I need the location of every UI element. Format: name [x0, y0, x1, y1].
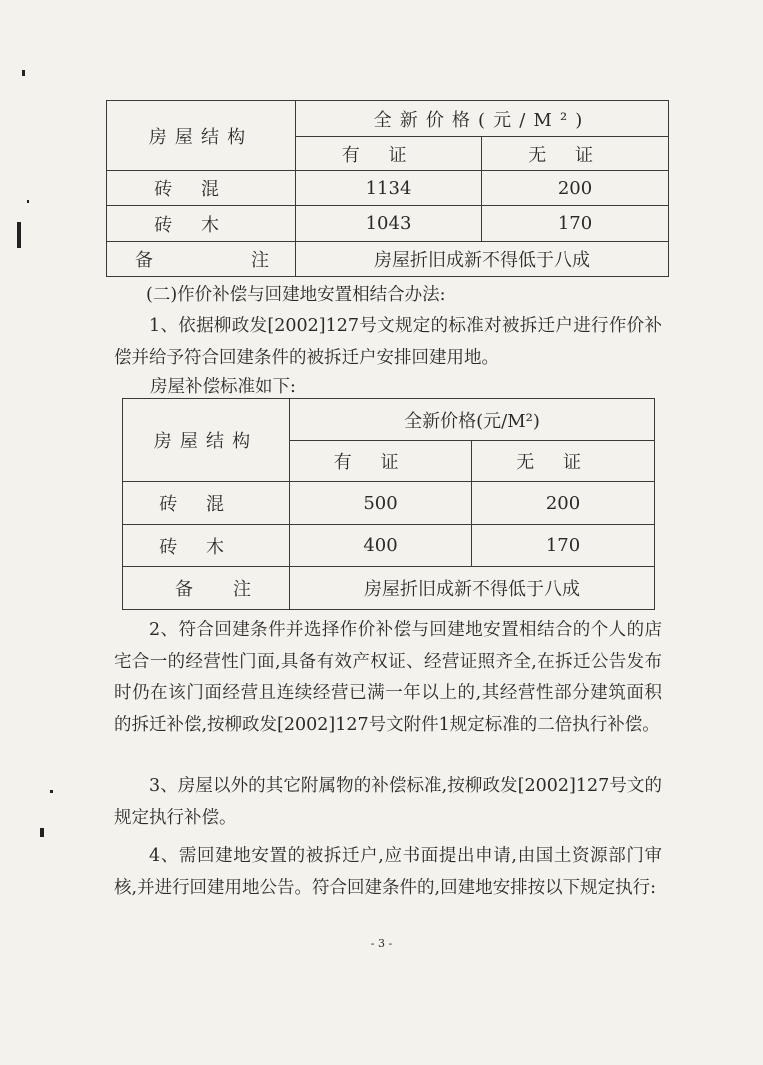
table-row: 砖木 400 170: [123, 525, 655, 567]
price-table-2: [122, 398, 655, 610]
price-table-1: [106, 100, 669, 277]
table-row-remark: 备 注 房屋折旧成新不得低于八成: [107, 242, 669, 277]
paragraph-item-1: 1、依据柳政发[2002]127号文规定的标准对被拆迁户进行作价补偿并给予符合回建条件的被拆迁户安排回建用地。: [114, 316, 662, 368]
table-row: 砖混 1134 200: [107, 171, 669, 206]
scan-mark: [22, 70, 25, 76]
header-price: 全新价格(元/M²): [296, 101, 669, 137]
page-number: - 3 -: [370, 937, 393, 950]
paragraph-item-2: 2、符合回建条件并选择作价补偿与回建地安置相结合的个人的店宅合一的经营性门面,具备有效产权证、经营证照齐全,在拆迁公告发布时仍在该门面经营且连续经营已满一年以上的,其经营性部分建筑面积的拆迁补偿,按柳政发[2002]127号文附件1规定标准的二倍执行补偿。: [114, 620, 662, 735]
scan-mark: [50, 790, 53, 793]
scan-mark: [17, 222, 21, 248]
table-row-remark: 备 注 房屋折旧成新不得低于八成: [123, 567, 655, 610]
table-row: 砖木 1043 170: [107, 206, 669, 242]
standard-intro: 房屋补偿标准如下:: [150, 377, 296, 397]
section-heading: (二)作价补偿与回建地安置相结合办法:: [146, 285, 446, 305]
header-no-cert: 无证: [472, 441, 655, 482]
scan-mark: [27, 200, 29, 203]
header-structure: 房屋结构: [107, 101, 296, 171]
scan-mark: [40, 828, 44, 837]
header-with-cert: 有证: [290, 441, 472, 482]
header-no-cert: 无证: [482, 137, 669, 171]
header-price: 全新价格(元/M²): [290, 399, 655, 441]
header-with-cert: 有证: [296, 137, 482, 171]
header-structure: 房屋结构: [123, 399, 290, 482]
table-row: 砖混 500 200: [123, 482, 655, 525]
paragraph-item-3: 3、房屋以外的其它附属物的补偿标准,按柳政发[2002]127号文的规定执行补偿。: [114, 776, 662, 828]
paragraph-item-4: 4、需回建地安置的被拆迁户,应书面提出申请,由国土资源部门审核,并进行回建用地公告。符合回建条件的,回建地安排按以下规定执行:: [114, 846, 662, 898]
